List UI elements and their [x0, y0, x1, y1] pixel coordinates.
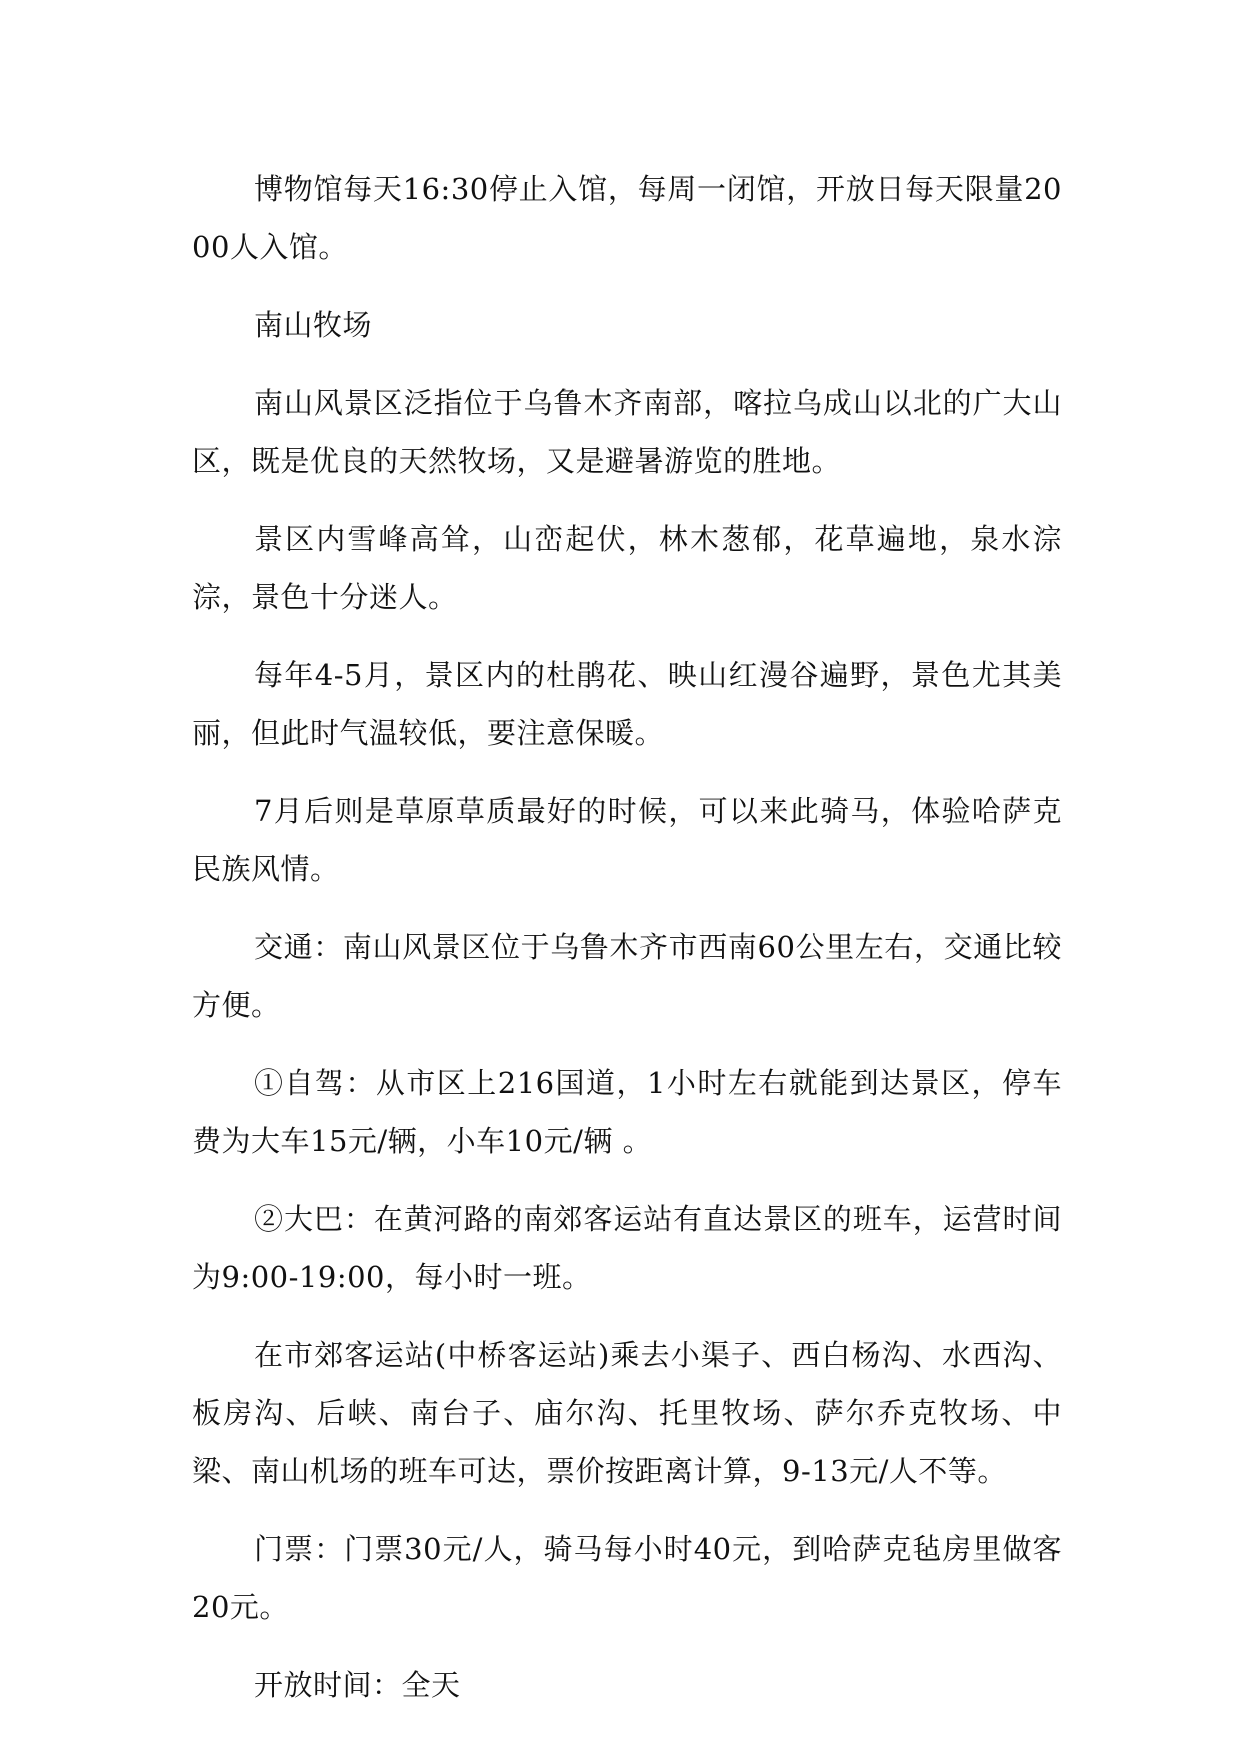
paragraph-scenery: 景区内雪峰高耸，山峦起伏，林木葱郁，花草遍地，泉水淙淙，景色十分迷人。: [192, 522, 1062, 614]
paragraph-museum-hours: 博物馆每天16:30停止入馆，每周一闭馆，开放日每天限量2000人入馆。: [192, 172, 1062, 264]
paragraph-tickets: 门票：门票30元/人，骑马每小时40元，到哈萨克毡房里做客20元。: [192, 1532, 1062, 1624]
paragraph-transport: 交通：南山风景区位于乌鲁木齐市西南60公里左右，交通比较方便。: [192, 930, 1062, 1022]
paragraph-self-drive: ①自驾：从市区上216国道，1小时左右就能到达景区，停车费为大车15元/辆，小车10元/辆 。: [192, 1066, 1062, 1158]
paragraph-bus: ②大巴：在黄河路的南郊客运站有直达景区的班车，运营时间为9:00-19:00，每小时一班。: [192, 1202, 1062, 1294]
paragraph-horse-riding: 7月后则是草原草质最好的时候，可以来此骑马，体验哈萨克民族风情。: [192, 794, 1062, 886]
paragraph-spring-flowers: 每年4-5月，景区内的杜鹃花、映山红漫谷遍野，景色尤其美丽，但此时气温较低，要注意保暖。: [192, 658, 1062, 750]
section-heading-nanshan-pasture: 南山牧场: [254, 308, 373, 342]
paragraph-opening-hours: 开放时间：全天: [254, 1668, 461, 1702]
paragraph-suburban-bus: 在市郊客运站(中桥客运站)乘去小渠子、西白杨沟、水西沟、板房沟、后峡、南台子、庙尔沟、托里牧场、萨尔乔克牧场、中梁、南山机场的班车可达，票价按距离计算，9-13元/人不等。: [192, 1338, 1062, 1488]
document-body: [192, 160, 1062, 1734]
paragraph-scenic-area-intro: 南山风景区泛指位于乌鲁木齐南部，喀拉乌成山以北的广大山区，既是优良的天然牧场，又是避暑游览的胜地。: [192, 386, 1062, 478]
